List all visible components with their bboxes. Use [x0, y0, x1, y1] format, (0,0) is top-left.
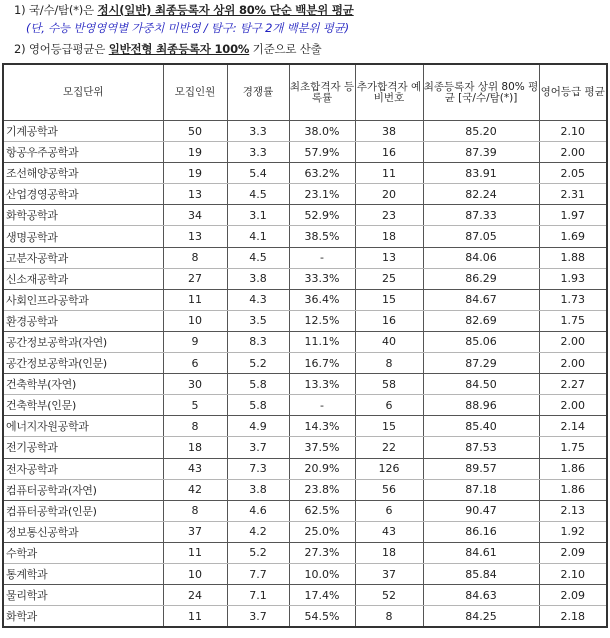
value-cell: 1.92 [539, 521, 607, 542]
table-row [3, 437, 607, 458]
dept-cell: 공간정보공학과(자연) [3, 331, 163, 352]
value-cell: 37 [355, 563, 423, 584]
dept-cell: 기계공학과 [3, 121, 163, 142]
dept-cell: 전기공학과 [3, 437, 163, 458]
note-2-prefix: 2) 영어등급평균은 [14, 42, 109, 56]
note-1-detail: (단, 수능 반영영역별 가중치 미반영 / 탐구: 탐구 2개 백분위 평균) [26, 21, 349, 35]
dept-cell: 컴퓨터공학과(자연) [3, 479, 163, 500]
value-cell: 11.1% [289, 331, 355, 352]
value-cell: 5 [163, 395, 227, 416]
table-row [3, 563, 607, 584]
value-cell: 7.7 [227, 563, 289, 584]
value-cell: 27 [163, 268, 227, 289]
value-cell: 42 [163, 479, 227, 500]
value-cell: 8 [355, 606, 423, 628]
value-cell: 13 [163, 184, 227, 205]
value-cell: 38 [355, 121, 423, 142]
value-cell: 2.09 [539, 542, 607, 563]
value-cell: 84.63 [423, 585, 539, 606]
value-cell: 2.00 [539, 142, 607, 163]
value-cell: 4.6 [227, 500, 289, 521]
value-cell: 2.00 [539, 395, 607, 416]
value-cell: 56 [355, 479, 423, 500]
value-cell: 16 [355, 142, 423, 163]
dept-cell: 신소재공학과 [3, 268, 163, 289]
value-cell: 2.13 [539, 500, 607, 521]
value-cell: 2.10 [539, 121, 607, 142]
value-cell: 4.9 [227, 416, 289, 437]
value-cell: 1.75 [539, 310, 607, 331]
value-cell: 27.3% [289, 542, 355, 563]
value-cell: 11 [163, 542, 227, 563]
table-row [3, 479, 607, 500]
dept-cell: 수학과 [3, 542, 163, 563]
value-cell: 6 [355, 500, 423, 521]
table-row [3, 142, 607, 163]
value-cell: 52 [355, 585, 423, 606]
value-cell: 23.1% [289, 184, 355, 205]
admission-results-table [2, 63, 608, 628]
dept-cell: 항공우주공학과 [3, 142, 163, 163]
table-row [3, 416, 607, 437]
value-cell: 3.7 [227, 606, 289, 628]
value-cell: 57.9% [289, 142, 355, 163]
value-cell: 16.7% [289, 353, 355, 374]
value-cell: 15 [355, 416, 423, 437]
value-cell: 43 [355, 521, 423, 542]
value-cell: 4.3 [227, 289, 289, 310]
value-cell: 33.3% [289, 268, 355, 289]
value-cell: 9 [163, 331, 227, 352]
value-cell: 87.53 [423, 437, 539, 458]
value-cell: 87.05 [423, 226, 539, 247]
dept-cell: 정보통신공학과 [3, 521, 163, 542]
header-row [3, 64, 607, 121]
dept-cell: 에너지자원공학과 [3, 416, 163, 437]
value-cell: 89.57 [423, 458, 539, 479]
value-cell: 1.69 [539, 226, 607, 247]
value-cell: 4.1 [227, 226, 289, 247]
column-header: 추가합격자 예비번호 [355, 64, 423, 121]
value-cell: 87.39 [423, 142, 539, 163]
value-cell: 4.2 [227, 521, 289, 542]
value-cell: 84.50 [423, 374, 539, 395]
notes-section [0, 0, 610, 62]
value-cell: 25.0% [289, 521, 355, 542]
value-cell: 6 [163, 353, 227, 374]
value-cell: 1.73 [539, 289, 607, 310]
dept-cell: 물리학과 [3, 585, 163, 606]
value-cell: 5.2 [227, 353, 289, 374]
table-row [3, 205, 607, 226]
value-cell: 15 [355, 289, 423, 310]
dept-cell: 사회인프라공학과 [3, 289, 163, 310]
value-cell: 20.9% [289, 458, 355, 479]
value-cell: 50 [163, 121, 227, 142]
column-header: 최초합격자 등록률 [289, 64, 355, 121]
value-cell: 10.0% [289, 563, 355, 584]
value-cell: 6 [355, 395, 423, 416]
value-cell: 23 [355, 205, 423, 226]
table-row [3, 121, 607, 142]
value-cell: 63.2% [289, 163, 355, 184]
value-cell: 37 [163, 521, 227, 542]
value-cell: 1.86 [539, 479, 607, 500]
dept-cell: 산업경영공학과 [3, 184, 163, 205]
table-header [3, 64, 607, 121]
value-cell: 18 [355, 542, 423, 563]
note-2 [14, 41, 322, 57]
value-cell: 13.3% [289, 374, 355, 395]
table-row [3, 542, 607, 563]
note-1-prefix: 1) 국/수/탐(*)은 [14, 3, 98, 17]
value-cell: 10 [163, 563, 227, 584]
value-cell: - [289, 247, 355, 268]
value-cell: 86.29 [423, 268, 539, 289]
value-cell: 87.29 [423, 353, 539, 374]
value-cell: - [289, 395, 355, 416]
value-cell: 3.7 [227, 437, 289, 458]
value-cell: 13 [163, 226, 227, 247]
value-cell: 24 [163, 585, 227, 606]
value-cell: 8 [163, 416, 227, 437]
note-1-bold: 정시(일반) 최종등록자 상위 80% 단순 백분위 평균 [97, 3, 354, 17]
value-cell: 84.06 [423, 247, 539, 268]
value-cell: 3.5 [227, 310, 289, 331]
table-row [3, 374, 607, 395]
table-row [3, 289, 607, 310]
value-cell: 87.18 [423, 479, 539, 500]
value-cell: 38.5% [289, 226, 355, 247]
value-cell: 5.8 [227, 395, 289, 416]
table-row [3, 247, 607, 268]
column-header: 모집단위 [3, 64, 163, 121]
value-cell: 11 [163, 289, 227, 310]
value-cell: 1.93 [539, 268, 607, 289]
value-cell: 82.69 [423, 310, 539, 331]
value-cell: 36.4% [289, 289, 355, 310]
dept-cell: 생명공학과 [3, 226, 163, 247]
table-row [3, 163, 607, 184]
value-cell: 3.1 [227, 205, 289, 226]
table-row [3, 585, 607, 606]
table-row [3, 353, 607, 374]
value-cell: 85.06 [423, 331, 539, 352]
dept-cell: 전자공학과 [3, 458, 163, 479]
value-cell: 17.4% [289, 585, 355, 606]
value-cell: 40 [355, 331, 423, 352]
value-cell: 8 [163, 500, 227, 521]
value-cell: 18 [355, 226, 423, 247]
dept-cell: 화학과 [3, 606, 163, 628]
value-cell: 19 [163, 142, 227, 163]
value-cell: 43 [163, 458, 227, 479]
value-cell: 5.8 [227, 374, 289, 395]
table-body [3, 121, 607, 628]
table-row [3, 310, 607, 331]
table-row [3, 500, 607, 521]
note-1 [14, 2, 354, 18]
value-cell: 84.67 [423, 289, 539, 310]
value-cell: 83.91 [423, 163, 539, 184]
value-cell: 2.31 [539, 184, 607, 205]
value-cell: 7.1 [227, 585, 289, 606]
dept-cell: 통계학과 [3, 563, 163, 584]
value-cell: 12.5% [289, 310, 355, 331]
value-cell: 58 [355, 374, 423, 395]
value-cell: 8 [163, 247, 227, 268]
value-cell: 23.8% [289, 479, 355, 500]
value-cell: 84.61 [423, 542, 539, 563]
dept-cell: 조선해양공학과 [3, 163, 163, 184]
value-cell: 126 [355, 458, 423, 479]
dept-cell: 고분자공학과 [3, 247, 163, 268]
table-row [3, 184, 607, 205]
value-cell: 84.25 [423, 606, 539, 628]
value-cell: 54.5% [289, 606, 355, 628]
value-cell: 11 [355, 163, 423, 184]
dept-cell: 환경공학과 [3, 310, 163, 331]
value-cell: 5.4 [227, 163, 289, 184]
value-cell: 20 [355, 184, 423, 205]
note-2-bold: 일반전형 최종등록자 100% [108, 42, 250, 56]
value-cell: 14.3% [289, 416, 355, 437]
value-cell: 2.00 [539, 331, 607, 352]
table-row [3, 606, 607, 628]
dept-cell: 공간정보공학과(인문) [3, 353, 163, 374]
value-cell: 4.5 [227, 184, 289, 205]
value-cell: 85.40 [423, 416, 539, 437]
value-cell: 2.27 [539, 374, 607, 395]
table-row [3, 458, 607, 479]
table-row [3, 395, 607, 416]
value-cell: 34 [163, 205, 227, 226]
note-2-suffix: 기준으로 산출 [249, 42, 322, 56]
value-cell: 3.8 [227, 268, 289, 289]
value-cell: 16 [355, 310, 423, 331]
value-cell: 4.5 [227, 247, 289, 268]
value-cell: 37.5% [289, 437, 355, 458]
value-cell: 2.14 [539, 416, 607, 437]
value-cell: 1.88 [539, 247, 607, 268]
value-cell: 25 [355, 268, 423, 289]
value-cell: 90.47 [423, 500, 539, 521]
value-cell: 7.3 [227, 458, 289, 479]
value-cell: 52.9% [289, 205, 355, 226]
value-cell: 2.10 [539, 563, 607, 584]
value-cell: 10 [163, 310, 227, 331]
value-cell: 85.20 [423, 121, 539, 142]
value-cell: 1.97 [539, 205, 607, 226]
value-cell: 3.8 [227, 479, 289, 500]
dept-cell: 건축학부(인문) [3, 395, 163, 416]
column-header: 경쟁률 [227, 64, 289, 121]
table-row [3, 521, 607, 542]
value-cell: 19 [163, 163, 227, 184]
value-cell: 62.5% [289, 500, 355, 521]
table-row [3, 226, 607, 247]
value-cell: 18 [163, 437, 227, 458]
value-cell: 2.00 [539, 353, 607, 374]
value-cell: 8.3 [227, 331, 289, 352]
value-cell: 11 [163, 606, 227, 628]
column-header: 영어등급 평균 [539, 64, 607, 121]
value-cell: 82.24 [423, 184, 539, 205]
value-cell: 2.09 [539, 585, 607, 606]
column-header: 최종등록자 상위 80% 평균 [국/수/탐(*)] [423, 64, 539, 121]
column-header: 모집인원 [163, 64, 227, 121]
value-cell: 1.86 [539, 458, 607, 479]
value-cell: 85.84 [423, 563, 539, 584]
value-cell: 86.16 [423, 521, 539, 542]
value-cell: 8 [355, 353, 423, 374]
table-row [3, 268, 607, 289]
value-cell: 38.0% [289, 121, 355, 142]
dept-cell: 컴퓨터공학과(인문) [3, 500, 163, 521]
value-cell: 30 [163, 374, 227, 395]
value-cell: 2.05 [539, 163, 607, 184]
value-cell: 3.3 [227, 142, 289, 163]
dept-cell: 화학공학과 [3, 205, 163, 226]
value-cell: 1.75 [539, 437, 607, 458]
value-cell: 5.2 [227, 542, 289, 563]
table-row [3, 331, 607, 352]
value-cell: 3.3 [227, 121, 289, 142]
value-cell: 2.18 [539, 606, 607, 628]
value-cell: 13 [355, 247, 423, 268]
value-cell: 87.33 [423, 205, 539, 226]
value-cell: 22 [355, 437, 423, 458]
value-cell: 88.96 [423, 395, 539, 416]
dept-cell: 건축학부(자연) [3, 374, 163, 395]
